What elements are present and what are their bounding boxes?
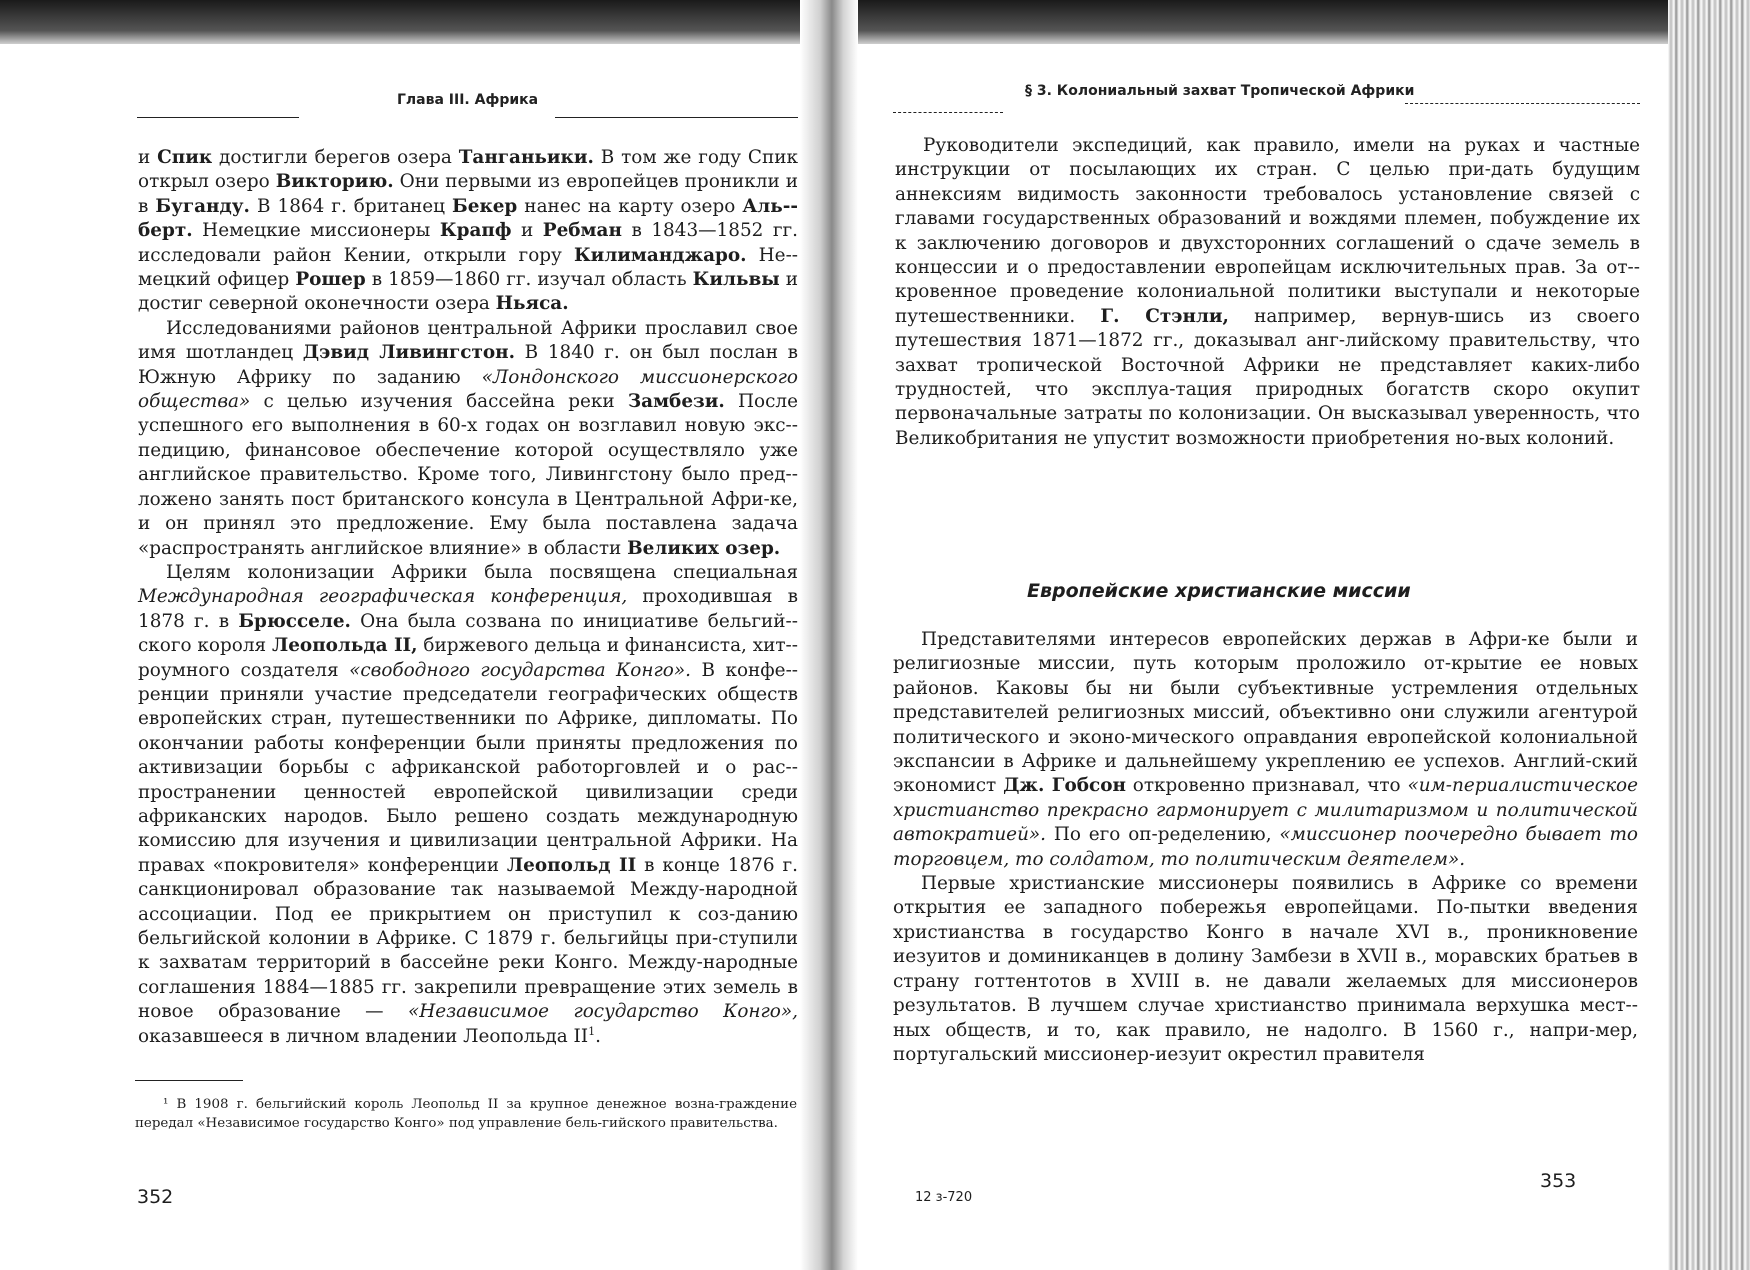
text-run: В конфе-ренции приняли участие председатели географических обществ европейских стран, путешественники по Африке, дипломаты. По окончании работы конференции были приняты предложения по активизации борьбы с африканской работорговлей и о рас-пространении ценностей европейской цивилизации среди африканских народов. Было решено создать международную комиссию для изучения и цивилизации центральной Африки. На правах «покровителя» конференции [138,659,799,876]
text-run: Исследованиями районов центральной Африки прославил свое имя шотландец [138,317,798,364]
left-page [135,0,800,1270]
text-run: в 1843—1852 гг. исследовали район Кении, открыли гору [138,220,798,266]
text-run: Они первыми из европейцев проникли и в [138,171,799,217]
bold-term: Кильвы [692,269,780,291]
text-run: В 1864 г. британец [249,195,453,217]
header-rule-left [137,117,299,118]
bold-term: Танганьики. [458,147,594,168]
bold-term: Викторию. [275,171,394,193]
text-run: и [511,220,543,242]
bold-term: Леопольд II [506,854,637,876]
text-run: откровенно признавал, что [1125,775,1408,797]
bold-term: Леопольда II, [271,635,418,657]
paragraph [138,317,798,561]
text-run: достигли берегов озера [212,147,459,168]
text-run: в 1859—1860 гг. изучал область [365,269,693,291]
running-header: Глава III. Африка [397,92,539,108]
header-rule-right [1405,103,1640,104]
text-run: Она была созвана по инициативе бельгий-ского короля [138,610,798,657]
bold-term: Килиманджаро. [573,244,747,266]
text-run: В 1840 г. он был послан в Южную Африку по заданию [138,342,798,388]
text-run: и [138,147,158,168]
header-rule-left [893,112,1003,113]
bold-term: Бекер [452,195,518,217]
italic-quote: Международная географическая конференция, [138,586,628,608]
right-body-text-2 [893,628,1638,1067]
text-run: Первые христианские миссионеры появились в Африке со времени открытия ее западного побережья европейцами. По-пытки введения христианства в государство Конго в начале XVI в., проникновение иезуитов и доминиканцев в долину Замбези в XVII в., моравских братьев в страну готтентотов в XVIII в. не давали желаемых для миссионеров результатов. В лучшем случае христианство принимала верхушка мест-ных обществ, и то, как правило, не надолго. В 1560 г., напри-мер, португальский миссионер-иезуит окрестил правителя [893,873,1638,1065]
text-run: и достиг северной оконечности озера [138,269,798,315]
right-page [885,0,1645,1270]
paragraph [893,628,1638,872]
footnote-ref: 1 [588,1024,596,1038]
footnote-text: ¹ В 1908 г. бельгийский король Леопольд II за крупное денежное возна-граждение передал «Независимое государство Конго» под управление бель-гийского правительства. [135,1097,797,1131]
text-run: Не-мецкий офицер [138,244,798,291]
right-body-text-1 [895,134,1640,451]
text-run: Представителями интересов европейских держав в Афри-ке были и религиозные миссии, путь которым проложило от-крытие ее новых районов. Каковы бы ни были субъективные устремления отдельных представителей религиозных миссий, объективно они служили агентурой политического и эконо-мического оправдания европейской колониальной экспансии в Африке и дальнейшему укреплению ее успехов. Англий-ский экономист [893,629,1638,797]
text-run: Немецкие миссионеры [192,220,440,242]
bold-term: Аль-берт. [138,195,799,242]
text-run: После успешного его выполнения в 60-х годах он возглавил новую экс-педицию, финансовое обеспечение которой осуществляло уже английское правительство. Кроме того, Ливингстону было пред-ложено занять пост британского консула в Центральной Афри-ке, и он принял это предложение. Ему была поставлена задача «распространять английское влияние» в области [138,391,798,559]
bold-term: Спик [157,147,213,168]
header-rule-right [555,117,798,118]
italic-quote: «Независимое государство Конго», [407,1001,798,1023]
page-number-left: 352 [137,1186,174,1208]
page-stack-edge [1668,0,1750,1270]
paragraph [138,146,798,317]
bold-term: Брюсселе. [238,610,351,632]
text-run: . [595,1025,601,1047]
left-body-text [138,146,798,1049]
italic-quote: «миссионер поочередно бывает то торговцем, то солдатом, то политическим деятелем». [893,824,1638,870]
section-title: Европейские христианские миссии [1027,580,1411,602]
running-header: § 3. Колониальный захват Тропической Африки [1025,83,1415,99]
text-run: По его оп-ределению, [1046,824,1280,846]
text-run: Руководители экспедиций, как правило, имели на руках и частные инструкции от посылающих их стран. С целью при-дать будущим аннексиям видимость законности требовалось установление связей с главами государственных образований и вождями племен, побуждение их к заключению договоров и двухсторонних соглашений о сдаче земель в концессии и о предоставлении европейцам исключительных прав. За от-кровенное проведение колониальной политики выступали и некоторые путешественники. [895,135,1640,327]
bold-term: Рошер [295,269,366,291]
bold-term: Буганду. [155,195,250,217]
text-run: Целям колонизации Африки была посвящена специальная [166,561,798,583]
text-run: с целью изучения бассейна реки [250,391,628,413]
paragraph [138,561,798,1049]
paragraph [895,134,1640,451]
printer-signature: 12 з-720 [915,1190,973,1205]
footnote-rule [135,1080,243,1081]
bold-term: Дэвид Ливингстон. [302,342,515,364]
bold-term: Ньяса. [495,293,569,315]
page-number-right: 353 [1540,1170,1577,1192]
text-run: В том же году Спик открыл озеро [138,147,798,193]
bold-term: Великих озер. [627,537,781,559]
bold-term: Замбези. [627,391,725,413]
bold-term: Ребман [542,220,622,242]
text-run: нанес на карту озеро [517,195,743,217]
bold-term: Дж. Гобсон [1003,775,1126,797]
book-gutter [800,0,858,1270]
text-run: проходившая в 1878 г. в [138,586,798,632]
bold-term: Крапф [439,220,512,242]
text-run: биржевого дельца и финансиста, хит-роумного создателя [138,635,798,681]
italic-quote: «им-периалистическое христианство прекрасно гармонирует с милитаризмом и политической автократией». [893,775,1639,846]
footnote [135,1096,797,1133]
text-run: оказавшееся в личном владении Леопольда II [138,1025,589,1047]
text-run: например, вернув-шись из своего путешествия 1871—1872 гг., доказывал анг-лийскому правительству, что захват тропической Восточной Африки не представляет каких-либо трудностей, что эксплуа-тация природных богатств скоро окупит первоначальные затраты по колонизации. Он высказывал уверенность, что Великобритания не упустит возможности приобретения но-вых колоний. [895,305,1640,449]
italic-quote: «Лондонского миссионерского общества» [138,366,798,413]
text-run: в конце 1876 г. санкционировал образование так называемой Между-народной ассоциации. Под ее прикрытием он приступил к соз-данию бельгийской колонии в Африке. С 1879 г. бельгийцы при-ступили к захватам территорий в бассейне реки Конго. Между-народные соглашения 1884—1885 гг. закрепили превращение этих земель в новое образование — [138,854,798,1023]
bold-term: Г. Стэнли, [1100,305,1229,327]
paragraph [893,872,1638,1067]
italic-quote: «свободного государства Конго». [349,659,691,681]
